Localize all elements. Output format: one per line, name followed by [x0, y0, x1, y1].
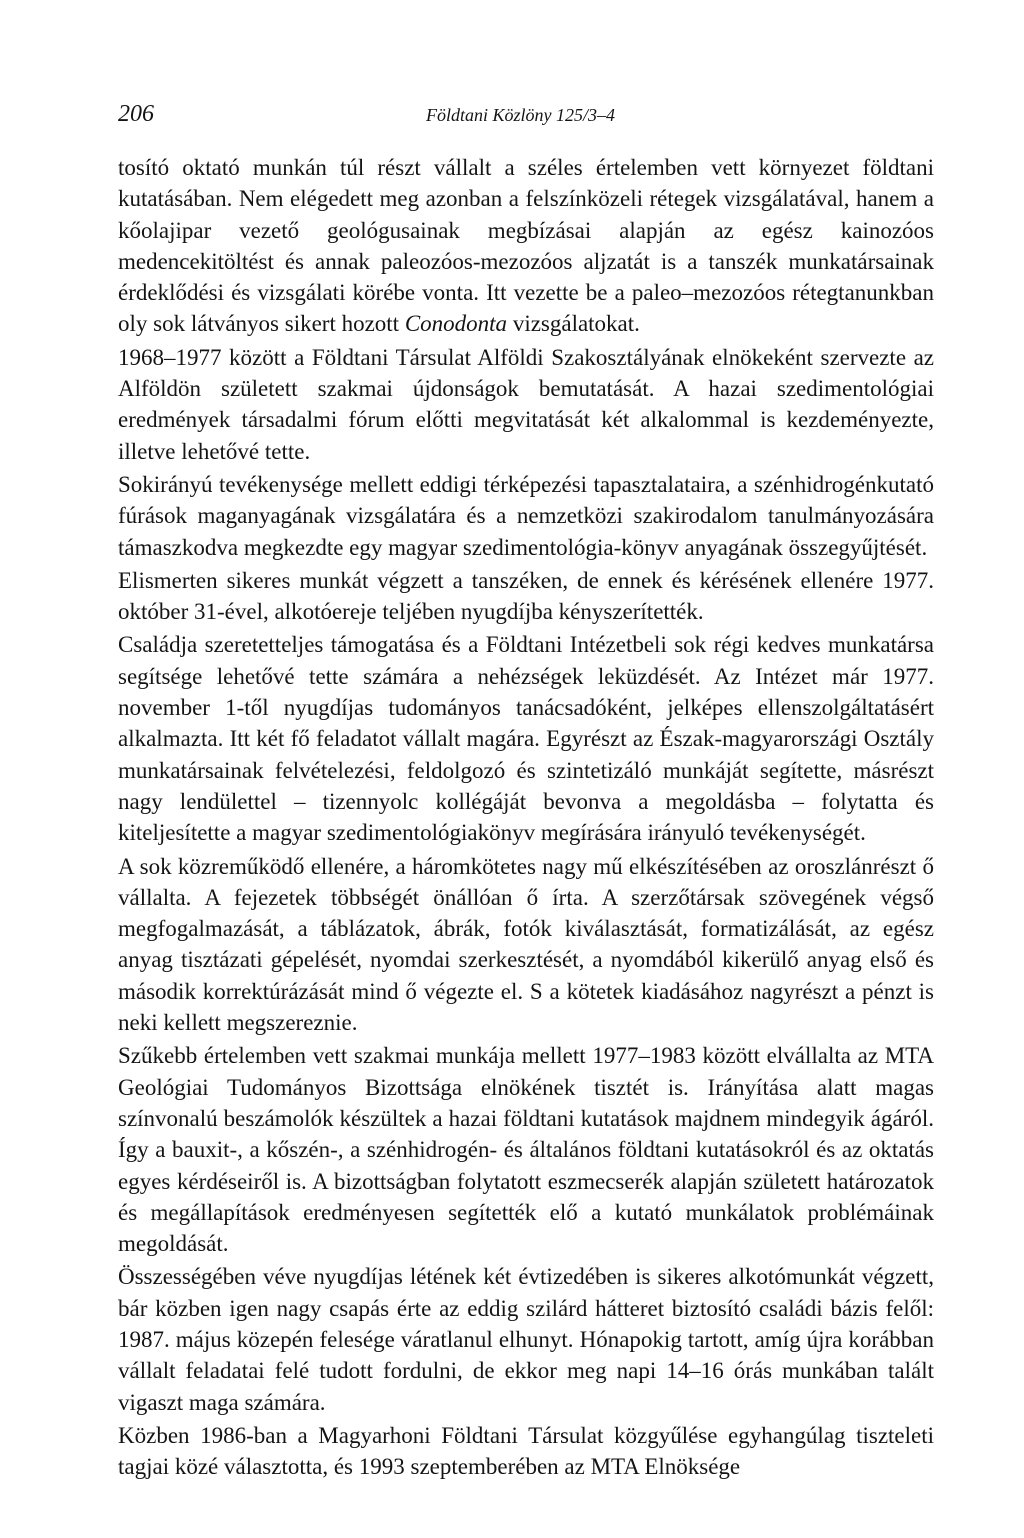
taxon-name: Conodonta	[404, 311, 508, 337]
document-page	[118, 100, 934, 1482]
paragraph: Családja szeretetteljes támogatása és a Földtani Intézetbeli sok régi kedves munkatársa segítsége lehetővé tette számára a nehézségek leküzdését. Az Intézet már 1977. november 1-től nyugdíjas tudományos tanácsadóként, jelképes ellenszolgáltatásért alkalmazta. Itt két fő feladatot vállalt magára. Egyrészt az Észak-magyarországi Osztály munkatársainak felvételezési, feldolgozó és szintetizáló munkáját segítette, másrészt nagy lendülettel – tizennyolc kollégáját bevonva a megoldásba – folytatta és kiteljesítette a magyar szedimentológiakönyv megírására irányuló tevékenységét.	[118, 632, 934, 846]
paragraph: Elismerten sikeres munkát végzett a tanszéken, de ennek és kérésének ellenére 1977. október 31-ével, alkotóereje teljében nyugdíjba kényszerítették.	[118, 567, 934, 625]
paragraph: Közben 1986-ban a Magyarhoni Földtani Társulat közgyűlése egyhangúlag tiszteleti tagjai közé választotta, és 1993 szeptemberében az MTA Elnöksége	[118, 1422, 934, 1480]
page-header	[118, 100, 934, 140]
running-head: Földtani Közlöny 125/3–4	[426, 105, 615, 125]
paragraph: 1968–1977 között a Földtani Társulat Alföldi Szakosztályának elnökeként szervezte az Alföldön született szakmai újdonságok bemutatását. A hazai szedimentológiai eredmények társadalmi fórum előtti megvitatását két alkalommal is kezdeményezte, illetve lehetővé tette.	[118, 344, 934, 464]
page-number: 206	[118, 101, 154, 127]
paragraph: Sokirányú tevékenysége mellett eddigi térképezési tapasztalataira, a szénhidrogénkutató fúrások maganyagának vizsgálatára és a nemzetközi szakirodalom tanulmányozására támaszkodva megkezdte egy magyar szedimentológia-könyv anyagának összegyűjtését.	[118, 471, 934, 560]
paragraph-text: vizsgálatokat.	[507, 311, 640, 337]
paragraph: Szűkebb értelemben vett szakmai munkája mellett 1977–1983 között elvállalta az MTA Geológiai Tudományos Bizottsága elnökének tisztét is. Irányítása alatt magas színvonalú beszámolók készültek a hazai földtani kutatások majdnem mindegyik ágáról. Így a bauxit-, a kőszén-, a szénhidrogén- és általános földtani kutatásokról és az oktatás egyes kérdéseiről is. A bizottságban folytatott eszmecserék alapján született határozatok és megállapítások eredményesen segítették elő a kutató munkálatok problémáinak megoldását.	[118, 1043, 934, 1257]
paragraph	[118, 152, 934, 340]
paragraph: Összességében véve nyugdíjas létének két évtizedében is sikeres alkotómunkát végzett, bár közben igen nagy csapás érte az eddig szilárd hátteret biztosító családi bázis felől: 1987. május közepén felesége váratlanul elhunyt. Hónapokig tartott, amíg újra korábban vállalt feladatai felé tudott fordulni, de ekkor meg napi 14–16 órás munkában talált vigaszt maga számára.	[118, 1264, 934, 1415]
paragraph: A sok közreműködő ellenére, a háromkötetes nagy mű elkészítésében az oroszlánrészt ő vállalta. A fejezetek többségét önállóan ő írta. A szerzőtársak szövegének végső megfogalmazását, a táblázatok, ábrák, fotók kiválasztását, formatizálását, az egész anyag tisztázati gépelését, nyomdai szerkesztését, a nyomdából kikerülő anyag első és második korrektúrázását mind ő végezte el. S a kötetek kiadásához nagyrészt a pénzt is neki kellett megszereznie.	[118, 853, 934, 1036]
paragraph-text: tosító oktató munkán túl részt vállalt a széles értelemben vett környezet földtani kutatásában. Nem elégedett meg azonban a felszínközeli rétegek vizsgálatával, hanem a kőolajipar vezető geológusainak megbízásai alapján az egész kainozóos medencekitöltést és annak paleozóos-mezozóos aljzatát is a tanszék munkatársainak érdeklődési és vizsgálati körébe vonta. Itt vezette be a paleo–mezozóos rétegtanunkban oly sok látványos sikert hozott	[118, 155, 934, 337]
body-text	[118, 152, 934, 1482]
